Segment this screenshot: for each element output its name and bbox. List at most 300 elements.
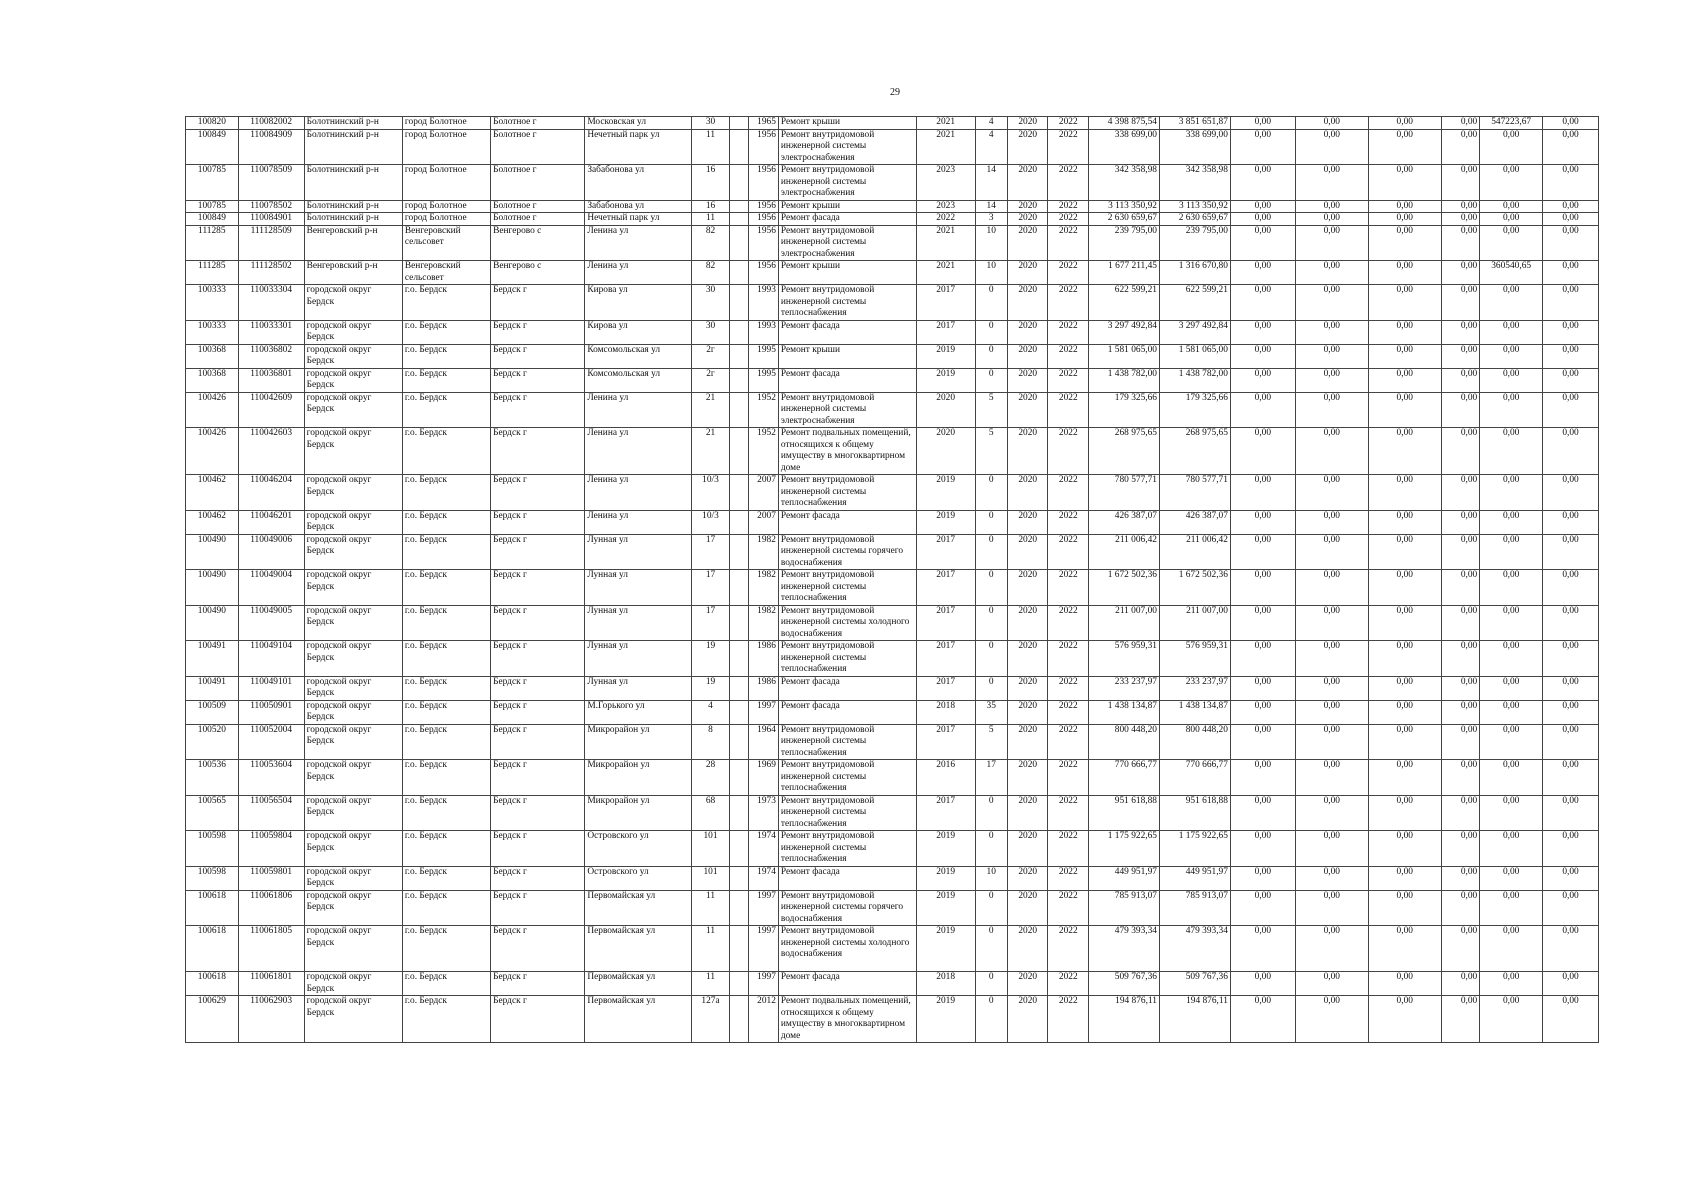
cell-work-code: 110050901 <box>238 700 304 724</box>
cell-house-letter <box>730 831 748 867</box>
cell-fund-cost: 211 007,00 <box>1159 605 1230 641</box>
cell-owner-funds: 0,00 <box>1480 320 1543 344</box>
cell-regional-funds: 0,00 <box>1295 996 1368 1043</box>
cell-work-code: 110049004 <box>238 570 304 606</box>
cell-house-number: 21 <box>691 428 730 475</box>
cell-house-letter <box>730 344 748 368</box>
cell-other-funds: 0,00 <box>1441 368 1480 392</box>
cell-work-code: 110053604 <box>238 760 304 796</box>
cell-local-funds: 0,00 <box>1368 475 1441 511</box>
cell-wear-percent: 5 <box>975 724 1007 760</box>
cell-built-year: 1986 <box>748 676 778 700</box>
cell-house-letter <box>730 261 748 285</box>
cell-built-year: 1986 <box>748 641 778 677</box>
cell-wear-percent: 0 <box>975 320 1007 344</box>
cell-federal-funds: 0,00 <box>1230 866 1295 890</box>
table-row <box>186 475 1599 511</box>
cell-house-letter <box>730 510 748 534</box>
cell-built-year: 1956 <box>748 213 778 226</box>
cell-wear-percent: 0 <box>975 831 1007 867</box>
cell-settlement: Бердск г <box>491 996 585 1043</box>
cell-period-start: 2020 <box>1007 570 1048 606</box>
cell-federal-funds: 0,00 <box>1230 641 1295 677</box>
cell-house-number: 11 <box>691 890 730 926</box>
cell-house-letter <box>730 972 748 996</box>
cell-period-end: 2022 <box>1048 510 1089 534</box>
cell-wear-percent: 0 <box>975 890 1007 926</box>
cell-built-year: 1973 <box>748 795 778 831</box>
table-row <box>186 605 1599 641</box>
cell-settlement: Бердск г <box>491 926 585 972</box>
cell-house-letter <box>730 285 748 321</box>
cell-street: Забабонова ул <box>585 165 691 201</box>
cell-work-type: Ремонт внутридомовой инженерной системы теплоснабжения <box>778 831 916 867</box>
cell-total-cost: 268 975,65 <box>1089 428 1160 475</box>
cell-period-start: 2020 <box>1007 225 1048 261</box>
cell-federal-funds: 0,00 <box>1230 320 1295 344</box>
cell-house-letter <box>730 866 748 890</box>
table-row <box>186 510 1599 534</box>
cell-other-funds: 0,00 <box>1441 320 1480 344</box>
table-row <box>186 320 1599 344</box>
cell-owner-funds: 0,00 <box>1480 866 1543 890</box>
cell-reserve-funds: 0,00 <box>1543 534 1599 570</box>
cell-owner-funds: 0,00 <box>1480 890 1543 926</box>
cell-house-letter <box>730 926 748 972</box>
cell-period-end: 2022 <box>1048 320 1089 344</box>
cell-other-funds: 0,00 <box>1441 724 1480 760</box>
cell-work-type: Ремонт внутридомовой инженерной системы горячего водоснабжения <box>778 534 916 570</box>
cell-work-code: 110059801 <box>238 866 304 890</box>
cell-local-funds: 0,00 <box>1368 605 1441 641</box>
cell-fund-cost: 3 113 350,92 <box>1159 200 1230 213</box>
cell-planned-year: 2020 <box>916 428 975 475</box>
cell-period-start: 2020 <box>1007 831 1048 867</box>
cell-local-funds: 0,00 <box>1368 129 1441 165</box>
cell-fund-cost: 233 237,97 <box>1159 676 1230 700</box>
cell-total-cost: 1 438 782,00 <box>1089 368 1160 392</box>
cell-federal-funds: 0,00 <box>1230 605 1295 641</box>
table-row <box>186 225 1599 261</box>
cell-municipality: г.о. Бердск <box>402 475 490 511</box>
cell-work-type: Ремонт фасада <box>778 972 916 996</box>
cell-built-year: 1969 <box>748 760 778 796</box>
cell-planned-year: 2016 <box>916 760 975 796</box>
cell-period-start: 2020 <box>1007 534 1048 570</box>
cell-district: Болотнинский р-н <box>304 165 402 201</box>
cell-work-code: 110084901 <box>238 213 304 226</box>
cell-settlement: Бердск г <box>491 795 585 831</box>
cell-house-letter <box>730 475 748 511</box>
cell-municipality: г.о. Бердск <box>402 510 490 534</box>
cell-work-code: 110049104 <box>238 641 304 677</box>
cell-federal-funds: 0,00 <box>1230 890 1295 926</box>
cell-reserve-funds: 0,00 <box>1543 605 1599 641</box>
cell-built-year: 1997 <box>748 700 778 724</box>
cell-work-code: 110049006 <box>238 534 304 570</box>
cell-wear-percent: 0 <box>975 996 1007 1043</box>
cell-built-year: 1997 <box>748 890 778 926</box>
cell-total-cost: 338 699,00 <box>1089 129 1160 165</box>
cell-owner-funds: 0,00 <box>1480 428 1543 475</box>
cell-planned-year: 2018 <box>916 700 975 724</box>
cell-regional-funds: 0,00 <box>1295 428 1368 475</box>
page-number: 29 <box>890 87 900 98</box>
cell-house-code: 111285 <box>186 225 239 261</box>
cell-regional-funds: 0,00 <box>1295 831 1368 867</box>
cell-total-cost: 780 577,71 <box>1089 475 1160 511</box>
cell-street: Первомайская ул <box>585 972 691 996</box>
cell-period-start: 2020 <box>1007 510 1048 534</box>
cell-period-end: 2022 <box>1048 926 1089 972</box>
cell-settlement: Бердск г <box>491 570 585 606</box>
cell-period-start: 2020 <box>1007 261 1048 285</box>
cell-period-end: 2022 <box>1048 165 1089 201</box>
cell-planned-year: 2018 <box>916 972 975 996</box>
cell-local-funds: 0,00 <box>1368 510 1441 534</box>
cell-planned-year: 2017 <box>916 285 975 321</box>
cell-settlement: Болотное г <box>491 165 585 201</box>
cell-reserve-funds: 0,00 <box>1543 225 1599 261</box>
cell-work-code: 110056504 <box>238 795 304 831</box>
cell-district: городской округ Бердск <box>304 285 402 321</box>
cell-wear-percent: 0 <box>975 605 1007 641</box>
cell-total-cost: 509 767,36 <box>1089 972 1160 996</box>
cell-owner-funds: 360540,65 <box>1480 261 1543 285</box>
cell-wear-percent: 14 <box>975 165 1007 201</box>
cell-regional-funds: 0,00 <box>1295 320 1368 344</box>
cell-municipality: г.о. Бердск <box>402 700 490 724</box>
cell-federal-funds: 0,00 <box>1230 676 1295 700</box>
cell-reserve-funds: 0,00 <box>1543 261 1599 285</box>
cell-total-cost: 239 795,00 <box>1089 225 1160 261</box>
cell-regional-funds: 0,00 <box>1295 926 1368 972</box>
cell-other-funds: 0,00 <box>1441 676 1480 700</box>
cell-total-cost: 2 630 659,67 <box>1089 213 1160 226</box>
cell-total-cost: 342 358,98 <box>1089 165 1160 201</box>
cell-period-end: 2022 <box>1048 225 1089 261</box>
cell-house-letter <box>730 700 748 724</box>
cell-municipality: город Болотное <box>402 117 490 130</box>
cell-work-code: 110046201 <box>238 510 304 534</box>
cell-total-cost: 4 398 875,54 <box>1089 117 1160 130</box>
cell-local-funds: 0,00 <box>1368 570 1441 606</box>
cell-period-end: 2022 <box>1048 392 1089 428</box>
cell-street: Микрорайон ул <box>585 760 691 796</box>
cell-work-type: Ремонт внутридомовой инженерной системы горячего водоснабжения <box>778 890 916 926</box>
cell-fund-cost: 338 699,00 <box>1159 129 1230 165</box>
cell-built-year: 1993 <box>748 285 778 321</box>
cell-district: городской округ Бердск <box>304 428 402 475</box>
cell-wear-percent: 0 <box>975 972 1007 996</box>
cell-period-start: 2020 <box>1007 605 1048 641</box>
cell-other-funds: 0,00 <box>1441 760 1480 796</box>
cell-owner-funds: 0,00 <box>1480 368 1543 392</box>
cell-house-number: 11 <box>691 213 730 226</box>
cell-street: Лунная ул <box>585 534 691 570</box>
cell-fund-cost: 1 316 670,80 <box>1159 261 1230 285</box>
cell-built-year: 1956 <box>748 225 778 261</box>
cell-settlement: Бердск г <box>491 866 585 890</box>
cell-owner-funds: 0,00 <box>1480 605 1543 641</box>
cell-work-type: Ремонт фасада <box>778 866 916 890</box>
cell-wear-percent: 0 <box>975 641 1007 677</box>
cell-work-type: Ремонт внутридомовой инженерной системы электроснабжения <box>778 129 916 165</box>
cell-settlement: Бердск г <box>491 972 585 996</box>
cell-federal-funds: 0,00 <box>1230 344 1295 368</box>
cell-other-funds: 0,00 <box>1441 641 1480 677</box>
cell-house-code: 100820 <box>186 117 239 130</box>
cell-district: городской округ Бердск <box>304 926 402 972</box>
cell-other-funds: 0,00 <box>1441 972 1480 996</box>
cell-period-end: 2022 <box>1048 724 1089 760</box>
cell-other-funds: 0,00 <box>1441 261 1480 285</box>
cell-other-funds: 0,00 <box>1441 534 1480 570</box>
cell-house-letter <box>730 605 748 641</box>
cell-house-number: 4 <box>691 700 730 724</box>
cell-settlement: Бердск г <box>491 428 585 475</box>
cell-work-code: 110036801 <box>238 368 304 392</box>
cell-house-code: 111285 <box>186 261 239 285</box>
cell-house-number: 101 <box>691 866 730 890</box>
cell-work-code: 110061806 <box>238 890 304 926</box>
cell-built-year: 1956 <box>748 261 778 285</box>
cell-house-code: 100598 <box>186 866 239 890</box>
cell-wear-percent: 0 <box>975 570 1007 606</box>
cell-reserve-funds: 0,00 <box>1543 510 1599 534</box>
cell-street: М.Горького ул <box>585 700 691 724</box>
cell-other-funds: 0,00 <box>1441 700 1480 724</box>
cell-reserve-funds: 0,00 <box>1543 117 1599 130</box>
cell-total-cost: 1 672 502,36 <box>1089 570 1160 606</box>
cell-reserve-funds: 0,00 <box>1543 641 1599 677</box>
cell-house-number: 17 <box>691 570 730 606</box>
cell-work-code: 110036802 <box>238 344 304 368</box>
cell-street: Кирова ул <box>585 285 691 321</box>
cell-period-start: 2020 <box>1007 676 1048 700</box>
cell-reserve-funds: 0,00 <box>1543 428 1599 475</box>
cell-house-code: 100598 <box>186 831 239 867</box>
cell-work-code: 110062903 <box>238 996 304 1043</box>
cell-built-year: 2007 <box>748 510 778 534</box>
cell-reserve-funds: 0,00 <box>1543 368 1599 392</box>
cell-district: городской округ Бердск <box>304 890 402 926</box>
cell-municipality: Венгеровский сельсовет <box>402 261 490 285</box>
cell-total-cost: 3 113 350,92 <box>1089 200 1160 213</box>
cell-house-number: 68 <box>691 795 730 831</box>
cell-house-number: 17 <box>691 605 730 641</box>
cell-period-end: 2022 <box>1048 200 1089 213</box>
cell-period-end: 2022 <box>1048 831 1089 867</box>
cell-local-funds: 0,00 <box>1368 368 1441 392</box>
cell-period-end: 2022 <box>1048 261 1089 285</box>
cell-federal-funds: 0,00 <box>1230 831 1295 867</box>
cell-district: городской округ Бердск <box>304 831 402 867</box>
cell-local-funds: 0,00 <box>1368 320 1441 344</box>
cell-local-funds: 0,00 <box>1368 117 1441 130</box>
cell-regional-funds: 0,00 <box>1295 225 1368 261</box>
cell-district: городской округ Бердск <box>304 676 402 700</box>
cell-other-funds: 0,00 <box>1441 570 1480 606</box>
cell-period-start: 2020 <box>1007 320 1048 344</box>
cell-house-number: 10/3 <box>691 510 730 534</box>
cell-wear-percent: 17 <box>975 760 1007 796</box>
cell-municipality: г.о. Бердск <box>402 890 490 926</box>
document-sheet <box>185 116 1599 1043</box>
cell-house-letter <box>730 570 748 606</box>
cell-district: городской округ Бердск <box>304 760 402 796</box>
cell-period-start: 2020 <box>1007 200 1048 213</box>
cell-period-start: 2020 <box>1007 760 1048 796</box>
table-row <box>186 570 1599 606</box>
cell-total-cost: 211 007,00 <box>1089 605 1160 641</box>
cell-settlement: Бердск г <box>491 320 585 344</box>
cell-regional-funds: 0,00 <box>1295 972 1368 996</box>
cell-planned-year: 2019 <box>916 831 975 867</box>
cell-federal-funds: 0,00 <box>1230 261 1295 285</box>
cell-house-code: 100333 <box>186 285 239 321</box>
cell-house-letter <box>730 200 748 213</box>
cell-fund-cost: 951 618,88 <box>1159 795 1230 831</box>
cell-reserve-funds: 0,00 <box>1543 320 1599 344</box>
cell-municipality: г.о. Бердск <box>402 605 490 641</box>
cell-municipality: г.о. Бердск <box>402 428 490 475</box>
cell-regional-funds: 0,00 <box>1295 165 1368 201</box>
cell-period-end: 2022 <box>1048 760 1089 796</box>
cell-district: городской округ Бердск <box>304 320 402 344</box>
cell-local-funds: 0,00 <box>1368 225 1441 261</box>
cell-reserve-funds: 0,00 <box>1543 570 1599 606</box>
cell-work-code: 110049005 <box>238 605 304 641</box>
cell-built-year: 1974 <box>748 866 778 890</box>
cell-period-start: 2020 <box>1007 165 1048 201</box>
cell-local-funds: 0,00 <box>1368 724 1441 760</box>
table-row <box>186 428 1599 475</box>
cell-district: городской округ Бердск <box>304 795 402 831</box>
cell-planned-year: 2017 <box>916 724 975 760</box>
cell-total-cost: 951 618,88 <box>1089 795 1160 831</box>
cell-owner-funds: 0,00 <box>1480 760 1543 796</box>
cell-fund-cost: 576 959,31 <box>1159 641 1230 677</box>
cell-work-type: Ремонт внутридомовой инженерной системы теплоснабжения <box>778 285 916 321</box>
cell-house-code: 100536 <box>186 760 239 796</box>
cell-work-type: Ремонт подвальных помещений, относящихся к общему имуществу в многоквартирном доме <box>778 996 916 1043</box>
cell-district: городской округ Бердск <box>304 570 402 606</box>
cell-period-start: 2020 <box>1007 117 1048 130</box>
cell-house-number: 127а <box>691 996 730 1043</box>
cell-work-type: Ремонт внутридомовой инженерной системы теплоснабжения <box>778 760 916 796</box>
cell-built-year: 1982 <box>748 534 778 570</box>
cell-work-code: 111128502 <box>238 261 304 285</box>
cell-reserve-funds: 0,00 <box>1543 831 1599 867</box>
cell-municipality: город Болотное <box>402 213 490 226</box>
cell-owner-funds: 547223,67 <box>1480 117 1543 130</box>
cell-local-funds: 0,00 <box>1368 165 1441 201</box>
table-row <box>186 972 1599 996</box>
cell-work-type: Ремонт крыши <box>778 117 916 130</box>
cell-planned-year: 2019 <box>916 475 975 511</box>
cell-work-type: Ремонт внутридомовой инженерной системы теплоснабжения <box>778 795 916 831</box>
cell-street: Лунная ул <box>585 605 691 641</box>
cell-fund-cost: 1 672 502,36 <box>1159 570 1230 606</box>
cell-period-end: 2022 <box>1048 676 1089 700</box>
cell-reserve-funds: 0,00 <box>1543 285 1599 321</box>
cell-fund-cost: 194 876,11 <box>1159 996 1230 1043</box>
cell-fund-cost: 1 438 782,00 <box>1159 368 1230 392</box>
cell-work-type: Ремонт фасада <box>778 213 916 226</box>
table-row <box>186 795 1599 831</box>
table-row <box>186 760 1599 796</box>
cell-planned-year: 2021 <box>916 261 975 285</box>
cell-work-type: Ремонт внутридомовой инженерной системы холодного водоснабжения <box>778 605 916 641</box>
cell-work-type: Ремонт фасада <box>778 676 916 700</box>
cell-municipality: г.о. Бердск <box>402 641 490 677</box>
cell-work-type: Ремонт внутридомовой инженерной системы теплоснабжения <box>778 570 916 606</box>
cell-house-letter <box>730 165 748 201</box>
cell-local-funds: 0,00 <box>1368 866 1441 890</box>
cell-regional-funds: 0,00 <box>1295 605 1368 641</box>
cell-settlement: Бердск г <box>491 831 585 867</box>
cell-house-letter <box>730 129 748 165</box>
cell-work-code: 110042609 <box>238 392 304 428</box>
cell-owner-funds: 0,00 <box>1480 641 1543 677</box>
cell-street: Лунная ул <box>585 641 691 677</box>
cell-work-type: Ремонт внутридомовой инженерной системы теплоснабжения <box>778 475 916 511</box>
cell-period-end: 2022 <box>1048 213 1089 226</box>
cell-reserve-funds: 0,00 <box>1543 972 1599 996</box>
cell-work-code: 110049101 <box>238 676 304 700</box>
cell-municipality: г.о. Бердск <box>402 320 490 344</box>
cell-street: Комсомольская ул <box>585 344 691 368</box>
cell-house-number: 28 <box>691 760 730 796</box>
cell-house-number: 2г <box>691 344 730 368</box>
cell-period-end: 2022 <box>1048 534 1089 570</box>
cell-planned-year: 2017 <box>916 320 975 344</box>
cell-built-year: 1995 <box>748 344 778 368</box>
cell-work-type: Ремонт фасада <box>778 320 916 344</box>
cell-work-code: 110046204 <box>238 475 304 511</box>
cell-work-type: Ремонт внутридомовой инженерной системы теплоснабжения <box>778 641 916 677</box>
cell-house-letter <box>730 641 748 677</box>
cell-regional-funds: 0,00 <box>1295 866 1368 890</box>
cell-built-year: 1952 <box>748 428 778 475</box>
cell-district: городской округ Бердск <box>304 724 402 760</box>
cell-total-cost: 233 237,97 <box>1089 676 1160 700</box>
cell-local-funds: 0,00 <box>1368 972 1441 996</box>
cell-wear-percent: 0 <box>975 475 1007 511</box>
cell-house-code: 100849 <box>186 213 239 226</box>
cell-street: Первомайская ул <box>585 890 691 926</box>
cell-owner-funds: 0,00 <box>1480 344 1543 368</box>
cell-house-code: 100462 <box>186 510 239 534</box>
cell-work-type: Ремонт фасада <box>778 700 916 724</box>
cell-district: городской округ Бердск <box>304 700 402 724</box>
cell-settlement: Бердск г <box>491 285 585 321</box>
cell-planned-year: 2021 <box>916 117 975 130</box>
cell-local-funds: 0,00 <box>1368 392 1441 428</box>
cell-total-cost: 1 677 211,45 <box>1089 261 1160 285</box>
cell-period-end: 2022 <box>1048 890 1089 926</box>
cell-period-end: 2022 <box>1048 117 1089 130</box>
cell-other-funds: 0,00 <box>1441 475 1480 511</box>
cell-planned-year: 2019 <box>916 996 975 1043</box>
cell-street: Нечетный парк ул <box>585 213 691 226</box>
cell-house-letter <box>730 117 748 130</box>
table-row <box>186 676 1599 700</box>
cell-wear-percent: 10 <box>975 225 1007 261</box>
cell-municipality: г.о. Бердск <box>402 534 490 570</box>
cell-regional-funds: 0,00 <box>1295 344 1368 368</box>
